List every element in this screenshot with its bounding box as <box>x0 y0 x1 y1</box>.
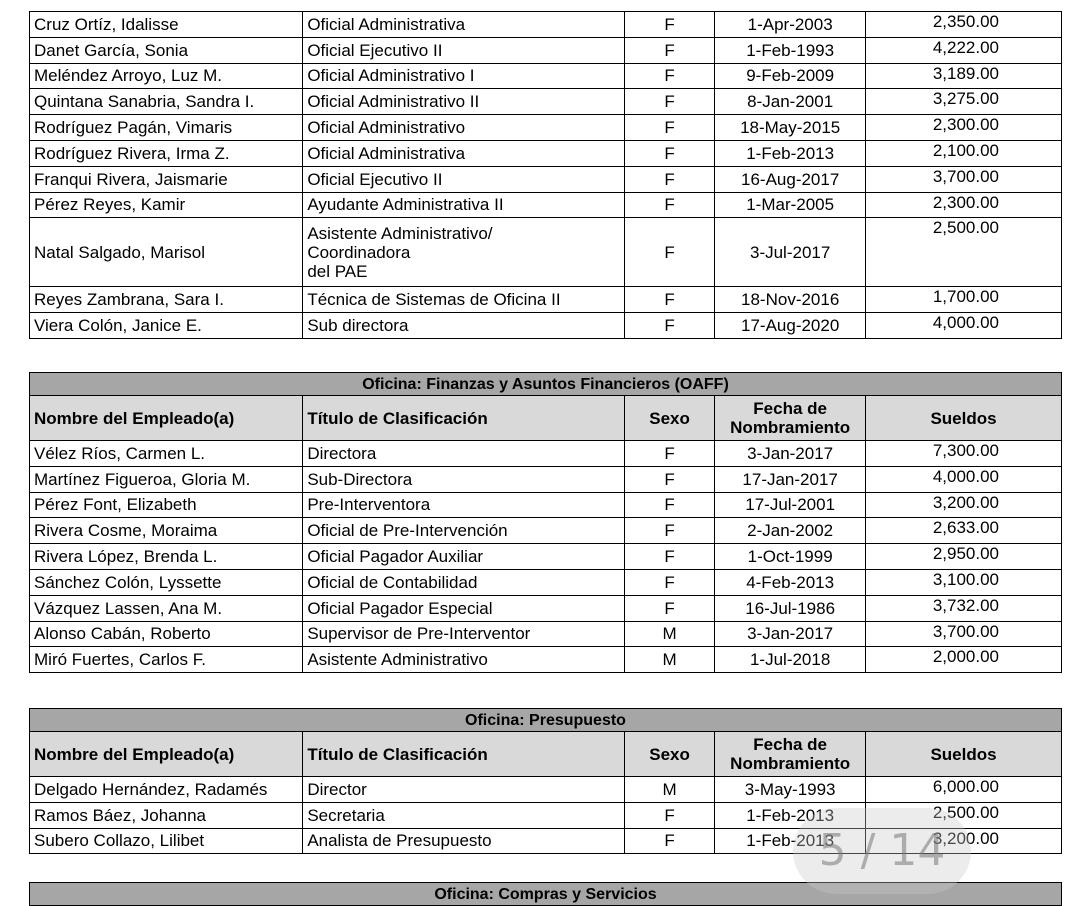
table-row <box>30 63 1062 89</box>
employee-name: Danet García, Sonia <box>30 37 303 63</box>
table-row <box>30 140 1062 166</box>
col-header-salary: Sueldos <box>866 732 1062 777</box>
salary: 3,100.00 <box>866 569 1062 595</box>
table-row <box>30 37 1062 63</box>
table-row <box>30 518 1062 544</box>
table-row <box>30 544 1062 570</box>
table-row <box>30 647 1062 673</box>
sex: M <box>624 777 714 803</box>
salary: 2,000.00 <box>866 647 1062 673</box>
employee-name: Vázquez Lassen, Ana M. <box>30 595 303 621</box>
appointment-date: 16-Aug-2017 <box>715 166 866 192</box>
office-heading: Oficina: Presupuesto <box>30 709 1062 732</box>
employee-name: Vélez Ríos, Carmen L. <box>30 441 303 467</box>
classification-title: Oficial Ejecutivo II <box>303 37 625 63</box>
appointment-date: 1-Feb-2013 <box>715 140 866 166</box>
classification-title: Secretaria <box>303 802 625 828</box>
salary: 3,732.00 <box>866 595 1062 621</box>
employee-name: Reyes Zambrana, Sara I. <box>30 287 303 313</box>
classification-title: Oficial Administrativo I <box>303 63 625 89</box>
salary: 3,275.00 <box>866 89 1062 115</box>
table-row <box>30 12 1062 38</box>
classification-title: Director <box>303 777 625 803</box>
salary: 4,000.00 <box>866 466 1062 492</box>
salary: 2,300.00 <box>866 192 1062 218</box>
col-header-date-line: Nombramiento <box>730 754 851 773</box>
col-header-date <box>715 396 866 441</box>
sex: F <box>624 492 714 518</box>
table-row <box>30 492 1062 518</box>
table-row <box>30 313 1062 339</box>
classification-title: Oficial de Contabilidad <box>303 569 625 595</box>
classification-title: Oficial Pagador Especial <box>303 595 625 621</box>
employee-name: Pérez Reyes, Kamir <box>30 192 303 218</box>
sex: F <box>624 569 714 595</box>
col-header-title: Título de Clasificación <box>303 732 625 777</box>
appointment-date: 8-Jan-2001 <box>715 89 866 115</box>
sex: F <box>624 313 714 339</box>
sex: F <box>624 115 714 141</box>
employees-table-continued <box>29 11 1062 339</box>
salary: 2,950.00 <box>866 544 1062 570</box>
sex: F <box>624 595 714 621</box>
salary: 2,300.00 <box>866 115 1062 141</box>
appointment-date: 1-Feb-2013 <box>715 802 866 828</box>
classification-title: Oficial Administrativo II <box>303 89 625 115</box>
appointment-date: 17-Jan-2017 <box>715 466 866 492</box>
salary: 7,300.00 <box>866 441 1062 467</box>
classification-title: Oficial de Pre-Intervención <box>303 518 625 544</box>
classification-title: Sub-Directora <box>303 466 625 492</box>
employee-name: Franqui Rivera, Jaismarie <box>30 166 303 192</box>
employee-name: Viera Colón, Janice E. <box>30 313 303 339</box>
title-line: Asistente Administrativo/ <box>307 223 493 243</box>
sex: F <box>624 518 714 544</box>
classification-title: Técnica de Sistemas de Oficina II <box>303 287 625 313</box>
appointment-date: 3-Jul-2017 <box>715 218 866 287</box>
appointment-date: 2-Jan-2002 <box>715 518 866 544</box>
table-row <box>30 595 1062 621</box>
table-row <box>30 192 1062 218</box>
appointment-date: 3-Jan-2017 <box>715 441 866 467</box>
salary: 6,000.00 <box>866 777 1062 803</box>
employee-name: Rodríguez Rivera, Irma Z. <box>30 140 303 166</box>
classification-title: Analista de Presupuesto <box>303 828 625 854</box>
salary: 3,700.00 <box>866 621 1062 647</box>
col-header-date <box>715 732 866 777</box>
appointment-date: 9-Feb-2009 <box>715 63 866 89</box>
employee-name: Rivera Cosme, Moraima <box>30 518 303 544</box>
salary: 2,350.00 <box>866 12 1062 38</box>
sex: F <box>624 63 714 89</box>
appointment-date: 1-Oct-1999 <box>715 544 866 570</box>
employee-name: Delgado Hernández, Radamés <box>30 777 303 803</box>
employee-name: Meléndez Arroyo, Luz M. <box>30 63 303 89</box>
sex: F <box>624 192 714 218</box>
oaff-employees-table <box>29 372 1062 673</box>
col-header-date-line: Nombramiento <box>730 418 851 437</box>
employee-name: Sánchez Colón, Lyssette <box>30 569 303 595</box>
appointment-date: 18-Nov-2016 <box>715 287 866 313</box>
appointment-date: 1-Mar-2005 <box>715 192 866 218</box>
classification-title: Ayudante Administrativa II <box>303 192 625 218</box>
classification-title <box>303 218 625 287</box>
salary: 2,500.00 <box>866 802 1062 828</box>
appointment-date: 1-Feb-2013 <box>715 828 866 854</box>
appointment-date: 3-Jan-2017 <box>715 621 866 647</box>
salary: 4,000.00 <box>866 313 1062 339</box>
sex: F <box>624 89 714 115</box>
appointment-date: 3-May-1993 <box>715 777 866 803</box>
employee-name: Pérez Font, Elizabeth <box>30 492 303 518</box>
column-headers <box>30 732 1062 777</box>
sex: F <box>624 12 714 38</box>
appointment-date: 17-Aug-2020 <box>715 313 866 339</box>
salary: 3,200.00 <box>866 828 1062 854</box>
employee-name: Ramos Báez, Johanna <box>30 802 303 828</box>
table-row <box>30 569 1062 595</box>
employee-name: Rodríguez Pagán, Vimaris <box>30 115 303 141</box>
table-row <box>30 777 1062 803</box>
sex: F <box>624 166 714 192</box>
appointment-date: 4-Feb-2013 <box>715 569 866 595</box>
col-header-date-line: Fecha de <box>753 399 827 418</box>
table-row <box>30 621 1062 647</box>
page-indicator: 5 / 14 <box>793 808 971 894</box>
table-row <box>30 287 1062 313</box>
table-row <box>30 466 1062 492</box>
col-header-name: Nombre del Empleado(a) <box>30 732 303 777</box>
classification-title: Oficial Administrativo <box>303 115 625 141</box>
classification-title: Asistente Administrativo <box>303 647 625 673</box>
classification-title: Oficial Pagador Auxiliar <box>303 544 625 570</box>
sex: F <box>624 140 714 166</box>
sex: F <box>624 802 714 828</box>
classification-title: Pre-Interventora <box>303 492 625 518</box>
appointment-date: 16-Jul-1986 <box>715 595 866 621</box>
employee-name: Rivera López, Brenda L. <box>30 544 303 570</box>
salary: 4,222.00 <box>866 37 1062 63</box>
sex: M <box>624 621 714 647</box>
sex: F <box>624 37 714 63</box>
col-header-date-line: Fecha de <box>753 735 827 754</box>
salary: 2,633.00 <box>866 518 1062 544</box>
title-line: del PAE <box>307 261 368 281</box>
classification-title: Sub directora <box>303 313 625 339</box>
employee-name: Natal Salgado, Marisol <box>30 218 303 287</box>
classification-title: Supervisor de Pre-Interventor <box>303 621 625 647</box>
table-row <box>30 115 1062 141</box>
salary: 1,700.00 <box>866 287 1062 313</box>
employee-name: Cruz Ortíz, Idalisse <box>30 12 303 38</box>
employee-name: Quintana Sanabria, Sandra I. <box>30 89 303 115</box>
sex: F <box>624 441 714 467</box>
table-row <box>30 218 1062 287</box>
title-line: Coordinadora <box>307 242 411 262</box>
col-header-sex: Sexo <box>624 396 714 441</box>
appointment-date: 1-Feb-1993 <box>715 37 866 63</box>
col-header-sex: Sexo <box>624 732 714 777</box>
salary: 2,500.00 <box>866 218 1062 287</box>
sex: F <box>624 544 714 570</box>
sex: M <box>624 647 714 673</box>
sex: F <box>624 828 714 854</box>
sex: F <box>624 287 714 313</box>
salary: 3,189.00 <box>866 63 1062 89</box>
column-headers <box>30 396 1062 441</box>
appointment-date: 18-May-2015 <box>715 115 866 141</box>
col-header-salary: Sueldos <box>866 396 1062 441</box>
employee-name: Martínez Figueroa, Gloria M. <box>30 466 303 492</box>
classification-title: Directora <box>303 441 625 467</box>
classification-title: Oficial Ejecutivo II <box>303 166 625 192</box>
office-heading: Oficina: Finanzas y Asuntos Financieros (OAFF) <box>30 373 1062 396</box>
employee-name: Alonso Cabán, Roberto <box>30 621 303 647</box>
table-row <box>30 89 1062 115</box>
salary: 3,200.00 <box>866 492 1062 518</box>
sex: F <box>624 218 714 287</box>
col-header-name: Nombre del Empleado(a) <box>30 396 303 441</box>
classification-title: Oficial Administrativa <box>303 12 625 38</box>
appointment-date: 1-Jul-2018 <box>715 647 866 673</box>
employee-name: Miró Fuertes, Carlos F. <box>30 647 303 673</box>
employee-name: Subero Collazo, Lilibet <box>30 828 303 854</box>
appointment-date: 17-Jul-2001 <box>715 492 866 518</box>
col-header-title: Título de Clasificación <box>303 396 625 441</box>
office-heading: Oficina: Compras y Servicios <box>30 883 1062 906</box>
appointment-date: 1-Apr-2003 <box>715 12 866 38</box>
salary: 3,700.00 <box>866 166 1062 192</box>
classification-title: Oficial Administrativa <box>303 140 625 166</box>
sex: F <box>624 466 714 492</box>
table-row <box>30 441 1062 467</box>
table-row <box>30 166 1062 192</box>
salary: 2,100.00 <box>866 140 1062 166</box>
